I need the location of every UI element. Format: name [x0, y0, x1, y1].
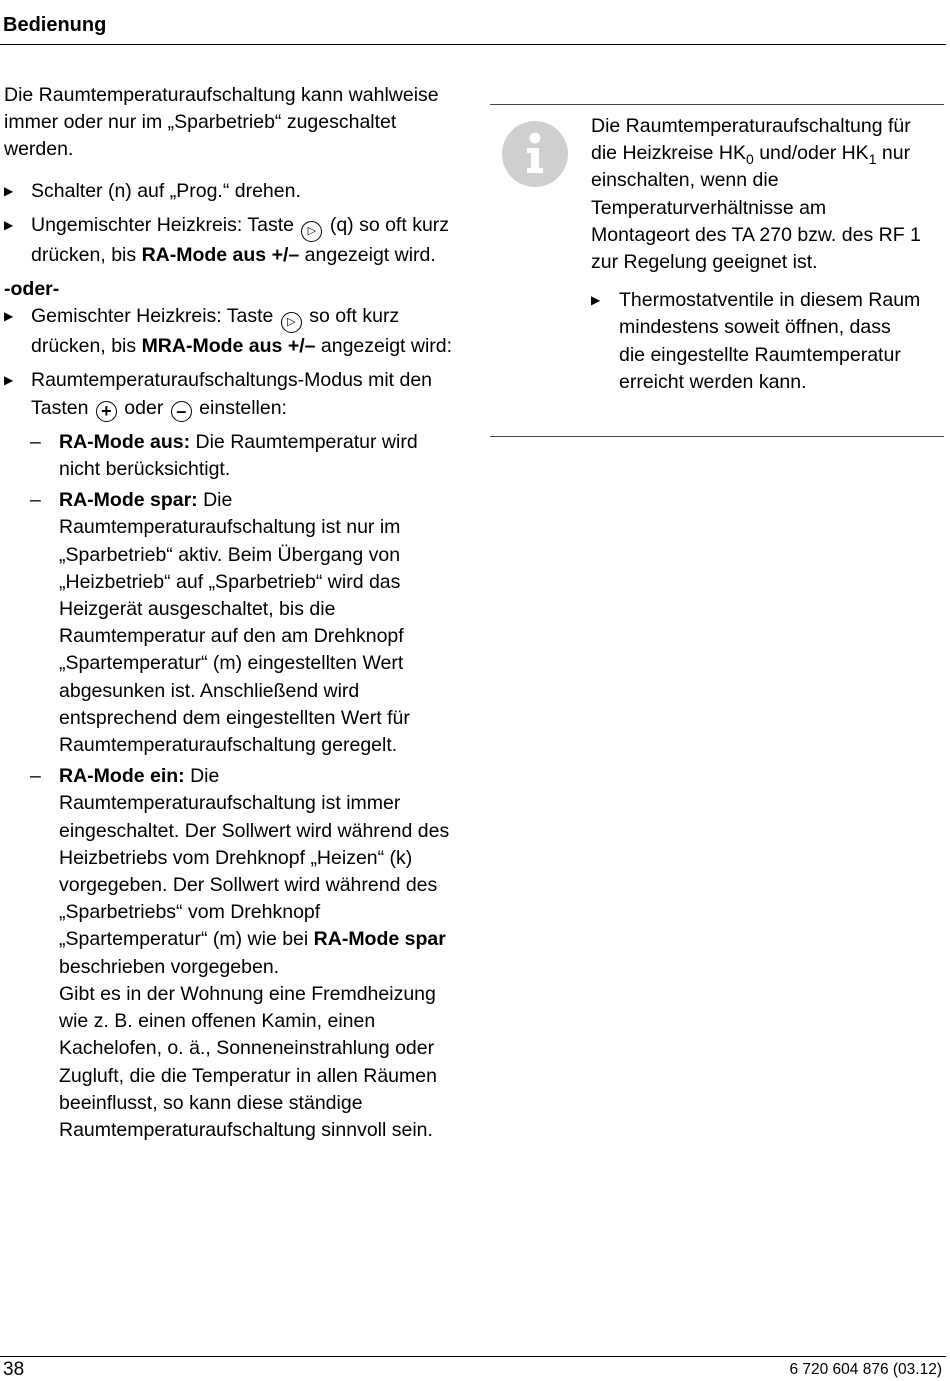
mode-description: Die Raumtemperaturaufschaltung ist nur im „Sparbetrieb“ aktiv. Beim Übergang von „Heizbetrieb“ auf „Sparbetrieb“ wird das Heizgerät ausgeschaltet, bis die Raumtemperatur auf den am Drehknopf „Spartemperatur“ (m) eingestellten Wert abgesunken ist. Anschließend wird entsprechend dem eingestellten Wert für Raumtemperaturaufschaltung geregelt.: [59, 489, 410, 757]
step-text: Ungemischter Heizkreis: Taste: [31, 213, 294, 236]
dash-bullet: –: [30, 430, 41, 453]
step-unmixed-circuit: [4, 212, 464, 269]
note-paragraph: [591, 113, 921, 276]
step-text: Thermostatventile in diesem Raum mindestens soweit öffnen, dass die eingestellte Raumtemperatur erreicht werden kann.: [619, 289, 921, 393]
bullet-arrow-icon: ▶: [591, 293, 601, 308]
mode-description: Die Raumtemperatur wird nicht berücksichtigt.: [59, 430, 418, 481]
step-text: Schalter (n) auf „Prog.“ drehen.: [31, 179, 301, 202]
note-bottom-divider: [490, 436, 944, 437]
mode-label: RA-Mode aus:: [59, 430, 191, 453]
left-column: [4, 82, 464, 1148]
play-key-icon: ▷: [301, 221, 322, 242]
bullet-arrow-icon: ▶: [4, 217, 14, 232]
bullet-arrow-icon: ▶: [4, 309, 14, 324]
mode-ein-additional-paragraph: Gibt es in der Wohnung eine Fremdheizung wie z. B. einen offenen Kamin, einen Kachelofen, o. ä., Sonneneinstrahlung oder Zugluft, die die Temperatur in allen Räumen beeinflusst, so kann diese ständige Raumtemperaturaufschaltung sinnvoll sein.: [59, 982, 437, 1141]
subscript: 0: [745, 151, 754, 168]
note-text: und/oder HK: [759, 142, 869, 165]
note-text: Die Raumtemperaturaufschaltung für die Heizkreise HK: [591, 115, 911, 165]
mode-reference: RA-Mode spar: [313, 928, 446, 951]
bullet-arrow-icon: ▶: [4, 183, 14, 198]
intro-paragraph: Die Raumtemperaturaufschaltung kann wahlweise immer oder nur im „Sparbetrieb“ zugeschaltet werden.: [4, 84, 439, 161]
step-text: Gemischter Heizkreis: Taste: [31, 305, 274, 328]
step-text: Raumtemperaturaufschaltungs-Modus mit den Tasten: [31, 369, 433, 419]
footer-divider: [0, 1356, 946, 1357]
dash-bullet: –: [30, 489, 41, 512]
step-text: angezeigt wird:: [320, 335, 453, 358]
step-text: so oft kurz drücken, bis: [31, 305, 400, 358]
note-top-divider: [490, 104, 944, 105]
plus-key-icon: +: [96, 401, 117, 422]
mode-spar-item: [4, 487, 464, 759]
step-text: oder: [124, 396, 164, 419]
note-box: [591, 113, 921, 403]
bullet-arrow-icon: ▶: [4, 373, 14, 388]
mode-label: RA-Mode spar:: [59, 489, 198, 512]
display-mode-text: MRA-Mode aus +/–: [141, 335, 316, 358]
step-text: angezeigt wird.: [304, 243, 436, 266]
step-mixed-circuit: [4, 303, 464, 360]
page-header-title: Bedienung: [3, 14, 107, 36]
note-step: [591, 287, 921, 396]
header-divider: [0, 44, 946, 45]
minus-key-icon: –: [171, 401, 192, 422]
mode-ein-item: [4, 763, 464, 1144]
step-text: einstellen:: [199, 396, 287, 419]
or-separator: -oder-: [4, 278, 60, 301]
display-mode-text: RA-Mode aus +/–: [141, 243, 300, 266]
step-set-mode: [4, 367, 464, 421]
mode-description: beschrieben vorgegeben.: [59, 955, 280, 978]
document-number: 6 720 604 876 (03.12): [789, 1361, 942, 1378]
subscript: 1: [868, 151, 877, 168]
step-switch-prog: [4, 178, 464, 205]
step-text: (q) so oft kurz drücken, bis: [31, 213, 450, 266]
info-icon: [502, 121, 568, 187]
page-number: 38: [3, 1359, 25, 1380]
mode-aus-item: [4, 429, 464, 483]
mode-label: RA-Mode ein:: [59, 765, 185, 788]
play-key-icon: ▷: [281, 312, 302, 333]
note-text: nur einschalten, wenn die Temperaturverhältnisse am Montageort des TA 270 bzw. des RF 1 zur Regelung geeignet ist.: [591, 142, 921, 274]
dash-bullet: –: [30, 765, 41, 788]
mode-description: Die Raumtemperaturaufschaltung ist immer eingeschaltet. Der Sollwert wird während des Heizbetriebs vom Drehknopf „Heizen“ (k) vorgegeben. Der Sollwert wird während des „Sparbetriebs“ vom Drehknopf „Spartemperatur“ (m) wie bei: [59, 765, 450, 951]
